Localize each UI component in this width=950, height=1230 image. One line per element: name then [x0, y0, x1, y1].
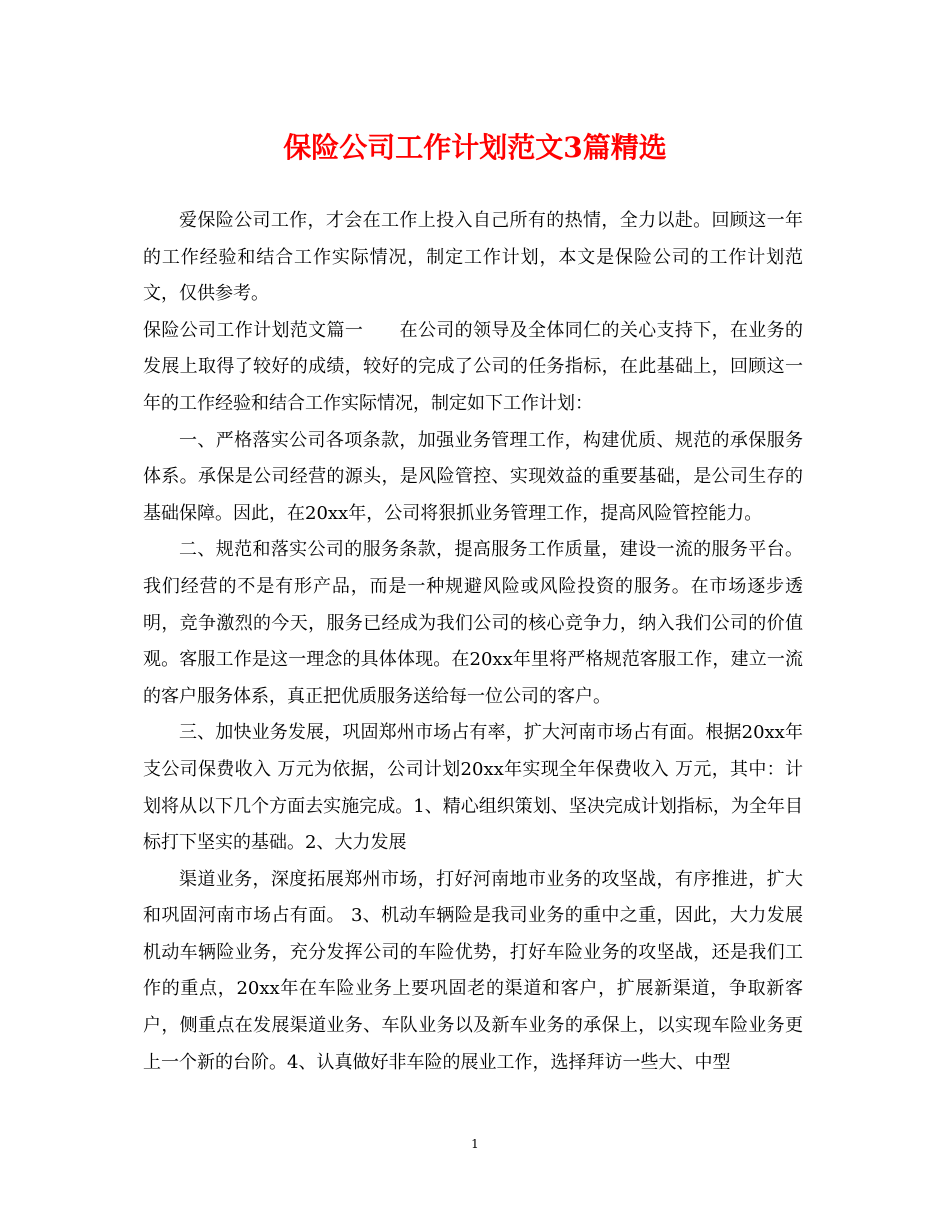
document-title: 保险公司工作计划范文3篇精选 [283, 131, 667, 164]
section-paragraph [143, 313, 803, 423]
page-number: 1 [471, 1137, 479, 1151]
intro-paragraph: 爱保险公司工作，才会在工作上投入自己所有的热情，全力以赴。回顾这一年的工作经验和结合工作实际情况，制定工作计划，本文是保险公司的工作计划范文，仅供参考。 [143, 210, 803, 305]
plan-item-1: 一、严格落实公司各项条款，加强业务管理工作，构建优质、规范的承保服务体系。承保是公司经营的源头，是风险管控、实现效益的重要基础，是公司生存的基础保障。因此，在20xx年，公司将狠抓业务管理工作，提高风险管控能力。 [143, 429, 803, 524]
section-intro: 在公司的领导及全体同仁的关心支持下，在业务的发展上取得了较好的成绩，较好的完成了公司的任务指标，在此基础上，回顾这一年的工作经验和结合工作实际情况，制定如下工作计划： [143, 319, 803, 414]
plan-item-3: 三、加快业务发展，巩固郑州市场占有率，扩大河南市场占有面。根据20xx年支公司保费收入 万元为依据，公司计划20xx年实现全年保费收入 万元，其中：计划将从以下几个方面去实施完成。1、精心组织策划、坚决完成计划指标，为全年目标打下坚实的基础。2、大力发展 [143, 722, 803, 854]
section-heading: 保险公司工作计划范文篇一 [143, 319, 364, 341]
plan-item-3-continued: 渠道业务，深度拓展郑州市场，打好河南地市业务的攻坚战，有序推进，扩大和巩固河南市场占有面。 3、机动车辆险是我司业务的重中之重，因此，大力发展机动车辆险业务，充分发挥公司的车险优势，打好车险业务的攻坚战，还是我们工作的重点，20xx年在车险业务上要巩固老的渠道和客户，扩展新渠道，争取新客户，侧重点在发展渠道业务、车队业务以及新车业务的承保上，以实现车险业务更上一个新的台阶。4、认真做好非车险的展业工作，选择拜访一些大、中型 [143, 868, 803, 1073]
plan-item-2: 二、规范和落实公司的服务条款，提高服务工作质量，建设一流的服务平台。我们经营的不是有形产品，而是一种规避风险或风险投资的服务。在市场逐步透明，竞争激烈的今天，服务已经成为我们公司的核心竞争力，纳入我们公司的价值观。客服工作是这一理念的具体体现。在20xx年里将严格规范客服工作，建立一流的客户服务体系，真正把优质服务送给每一位公司的客户。 [143, 539, 803, 707]
document-body [143, 203, 803, 1081]
